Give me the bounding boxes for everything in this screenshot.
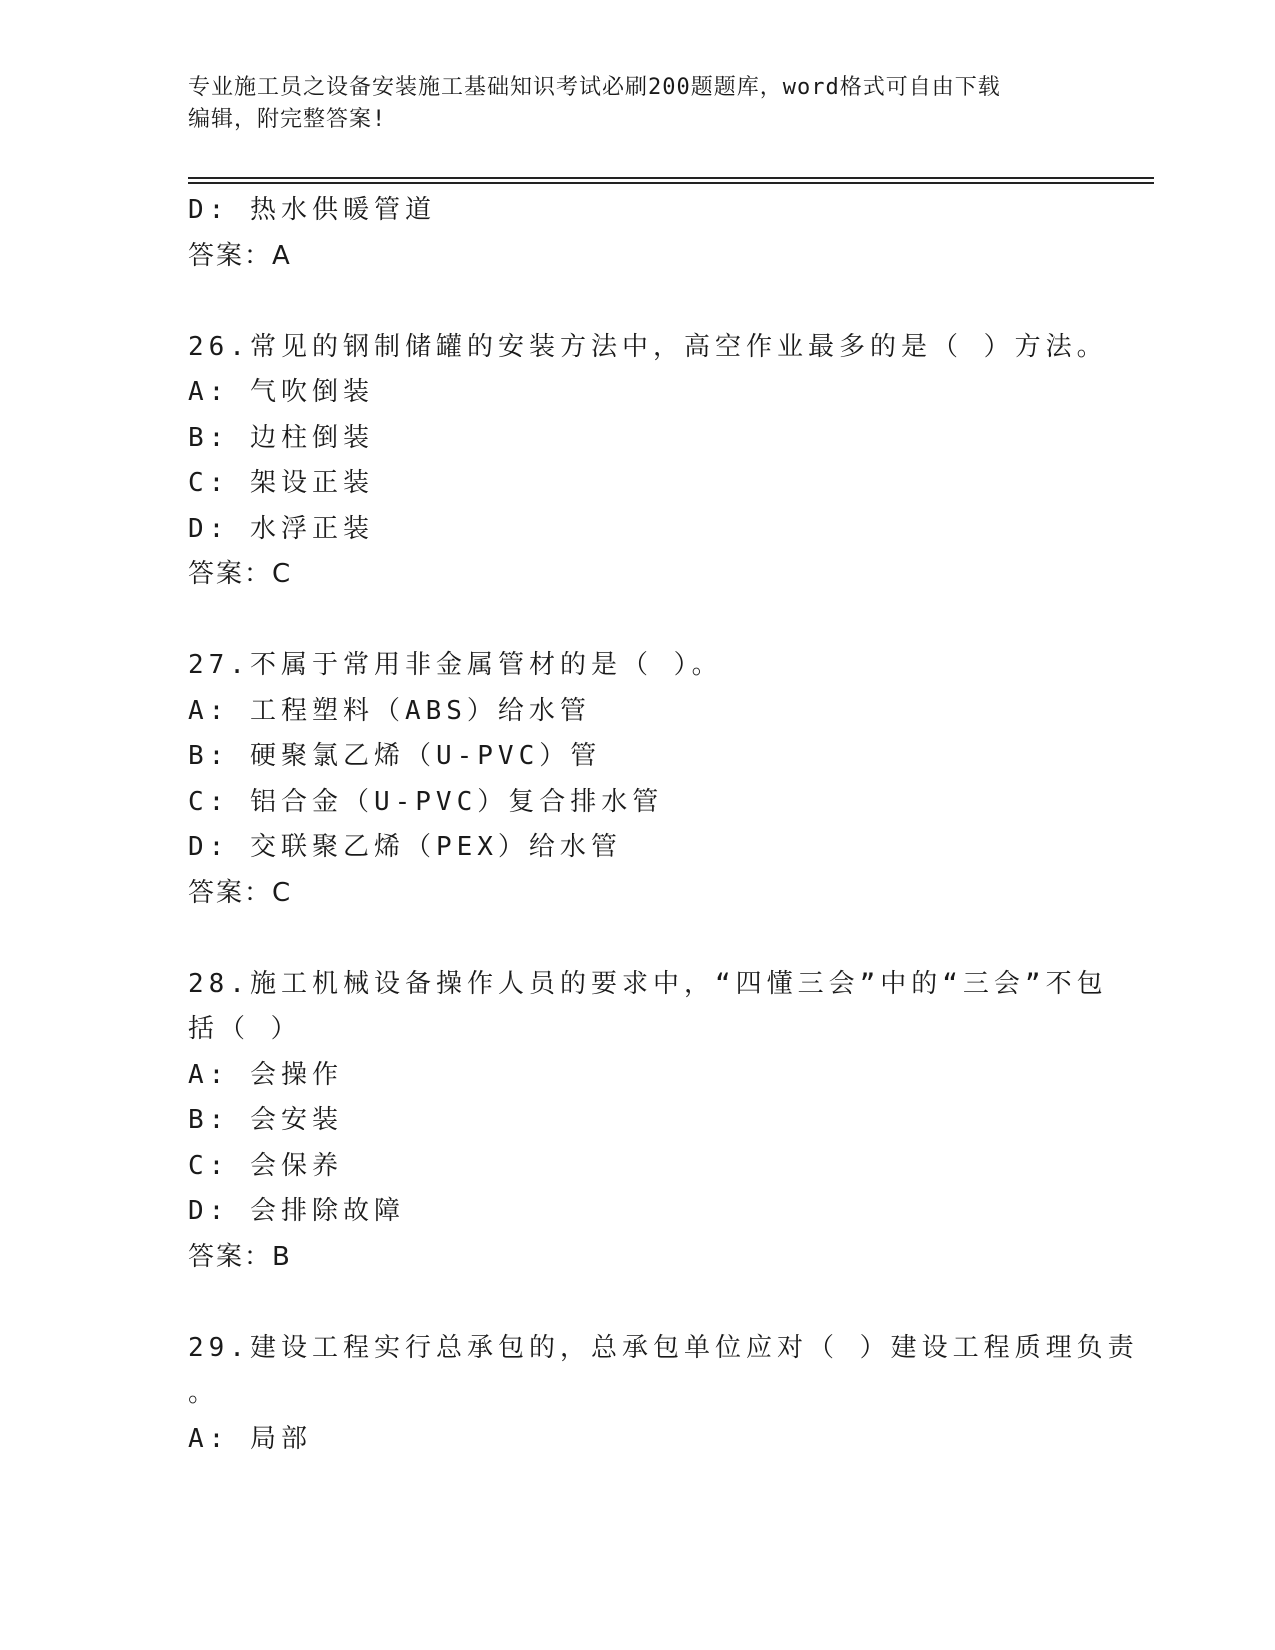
option-b: B: 会安装	[188, 1105, 343, 1135]
option-c: C: 架设正装	[188, 468, 374, 498]
spacer	[188, 279, 1088, 325]
option-b: B: 边柱倒装	[188, 422, 374, 453]
header-title-line-1: 专业施工员之设备安装施工基础知识考试必刷200题题库，word格式可自由下载	[188, 75, 1001, 100]
question-stem-line-1: 29.建设工程实行总承包的，总承包单位应对（ ）建设工程质理负责	[188, 1332, 1139, 1363]
answer-line: 答案：B	[188, 1241, 292, 1272]
answer-line: 答案：C	[188, 559, 293, 589]
question-stem: 26.常见的钢制储罐的安装方法中，高空作业最多的是（ ）方法。	[188, 331, 1108, 362]
option-c: C: 铝合金（U-PVC）复合排水管	[188, 786, 664, 817]
option-a: A: 局部	[188, 1423, 312, 1454]
question-26	[188, 325, 1108, 598]
question-29	[188, 1326, 1139, 1463]
header-title-line-2: 编辑，附完整答案!	[188, 107, 387, 132]
question-stem: 27.不属于常用非金属管材的是（ ）。	[188, 650, 723, 680]
option-d: D: 交联聚乙烯（PEX）给水管	[188, 832, 622, 862]
option-b: B: 硬聚氯乙烯（U-PVC）管	[188, 741, 602, 771]
header-divider-bottom	[188, 182, 1154, 184]
option-a: A: 会操作	[188, 1059, 343, 1090]
option-d: D: 会排除故障	[188, 1196, 405, 1226]
question-list	[188, 188, 1139, 1462]
header-divider-top	[188, 177, 1154, 179]
question-28	[188, 962, 1108, 1281]
spacer	[188, 916, 1088, 962]
option-a: A: 气吹倒装	[188, 377, 374, 407]
question-27	[188, 643, 1088, 916]
question-stem-line-2: 。	[188, 1378, 220, 1408]
answer-line: 答案：A	[188, 240, 292, 271]
option-d: D: 水浮正装	[188, 513, 374, 544]
spacer	[188, 1280, 1088, 1326]
spacer	[188, 598, 1088, 644]
question-stem-line-1: 28.施工机械设备操作人员的要求中，“四懂三会”中的“三会”不包	[188, 968, 1108, 999]
question-25-tail	[188, 188, 1088, 279]
option-d: D: 热水供暖管道	[188, 195, 436, 225]
question-stem-line-2: 括（ ）	[188, 1014, 302, 1044]
option-a: A: 工程塑料（ABS）给水管	[188, 695, 591, 726]
document-header	[188, 72, 1068, 136]
answer-line: 答案：C	[188, 877, 293, 908]
option-c: C: 会保养	[188, 1150, 343, 1181]
